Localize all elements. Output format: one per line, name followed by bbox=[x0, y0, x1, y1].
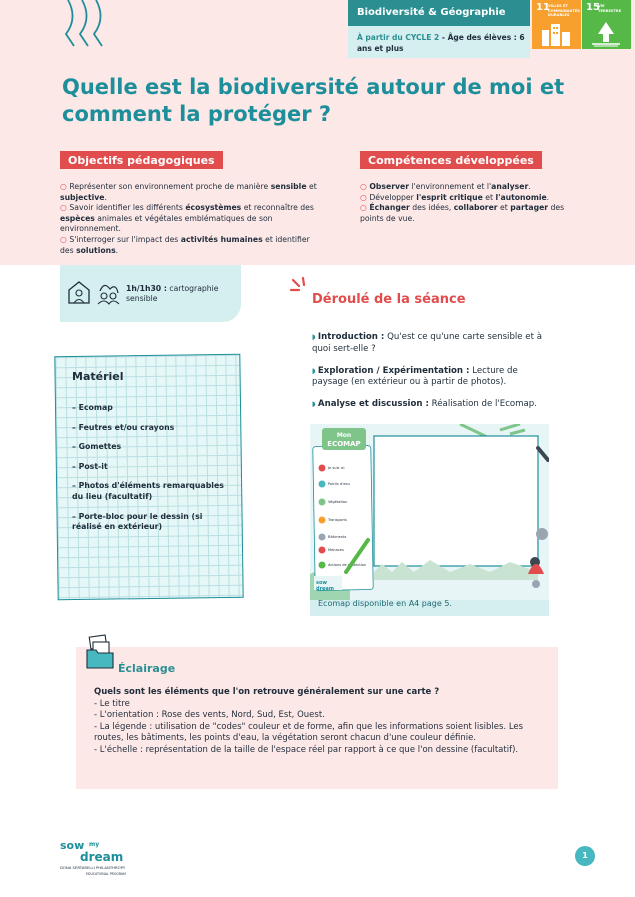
materials-title: Matériel bbox=[72, 370, 124, 383]
sdg-15-badge: 15 VIE TERRESTRE bbox=[582, 0, 631, 49]
theme-tag-title: Biodiversité & Géographie bbox=[348, 0, 530, 26]
skills-label: Compétences développées bbox=[360, 151, 542, 169]
decorative-lines-icon bbox=[60, 0, 120, 50]
spark-accent-icon bbox=[289, 276, 313, 298]
skills-list bbox=[360, 182, 585, 224]
page-title: Quelle est la biodiversité autour de moi et comment la protéger ? bbox=[62, 75, 565, 126]
insight-title: Éclairage bbox=[118, 662, 176, 675]
session-step: ◗ Introduction : Qu'est ce qu'une carte sensible et à quoi sert-elle ? bbox=[312, 332, 542, 354]
ecomap-legend-item: Actions de protection bbox=[328, 563, 367, 567]
materials-list bbox=[72, 403, 232, 542]
ecomap-tag-name: ECOMAP bbox=[327, 440, 361, 448]
insight-line: - Le titre bbox=[94, 698, 130, 709]
session-steps-list bbox=[312, 332, 552, 421]
ecomap-tag-mon: Mon bbox=[336, 432, 352, 439]
ecomap-legend-item: Menaces bbox=[328, 548, 344, 552]
ecomap-legend-item: Végétation bbox=[328, 500, 348, 504]
objective-item: ○ Savoir identifier les différents écosystèmes et reconnaître des espèces animales et végétales emblématiques de son environnement. bbox=[60, 203, 314, 234]
skill-item: ○ Échanger des idées, collaborer et partager des points de vue. bbox=[360, 203, 565, 223]
sdg-11-badge: 11 VILLES ET COMMUNAUTÉS DURABLES bbox=[532, 0, 581, 49]
logo-subtitle: EDUCATIONAL PROGRAM bbox=[86, 872, 126, 876]
insight-line: - L'échelle : représentation de la taille de l'espace réel par rapport à ce que l'on dessine (facultatif). bbox=[94, 744, 519, 755]
objective-item: ○ Représenter son environnement proche de manière sensible et subjective. bbox=[60, 182, 317, 202]
ecomap-legend-item: Points d'eau bbox=[328, 482, 350, 486]
material-item: – Porte-bloc pour le dessin (si réalisé en extérieur) bbox=[72, 511, 203, 532]
logo-word: dream bbox=[80, 850, 124, 864]
session-step: ◗ Analyse et discussion : Réalisation de l'Ecomap. bbox=[312, 399, 537, 410]
objectives-label: Objectifs pédagogiques bbox=[60, 151, 223, 169]
objective-item: ○ S'interroger sur l'impact des activités humaines et identifier des solutions. bbox=[60, 234, 310, 255]
material-item: – Feutres et/ou crayons bbox=[72, 422, 175, 432]
logo-subtitle: DONA SERTARELLI PHILANTHROPY bbox=[60, 865, 126, 870]
insight-question: Quels sont les éléments que l'on retrouve généralement sur une carte ? bbox=[94, 687, 440, 697]
logo-word: my bbox=[89, 841, 100, 848]
insight-line: - L'orientation : Rose des vents, Nord, Sud, Est, Ouest. bbox=[94, 710, 325, 721]
folder-documents-icon bbox=[84, 634, 116, 674]
material-item: – Photos d'éléments remarquables du lieu (facultatif) bbox=[72, 481, 224, 501]
ecomap-logo-text: dream bbox=[316, 586, 335, 592]
ecomap-legend-item: Bâtiments bbox=[328, 535, 347, 539]
material-item: – Gomettes bbox=[72, 442, 122, 452]
city-buildings-icon bbox=[532, 20, 581, 48]
indoor-outdoor-icon bbox=[66, 279, 122, 305]
ecomap-caption: Ecomap disponible en A4 page 5. bbox=[318, 599, 452, 608]
page-number: 1 bbox=[575, 846, 595, 866]
material-item: – Post-it bbox=[72, 461, 108, 471]
session-steps-title: Déroulé de la séance bbox=[312, 292, 466, 307]
insight-text bbox=[94, 687, 546, 757]
session-step: ◗ Exploration / Expérimentation : Lecture de paysage (en extérieur ou à partir de photos). bbox=[312, 365, 518, 388]
insight-line: - La légende : utilisation de "codes" couleur et de forme, afin que les informations soient lisibles. Les routes, les bâtiments, les points d'eau, la végétation seront chacun d'une couleur définie. bbox=[94, 721, 524, 744]
ecomap-illustration bbox=[310, 424, 549, 600]
ecomap-legend-item: Transports bbox=[328, 518, 347, 522]
theme-tag-audience: À partir du CYCLE 2 - Âge des élèves : 6 ans et plus bbox=[357, 33, 525, 53]
tree-birds-icon bbox=[582, 20, 631, 48]
sow-my-dream-logo bbox=[60, 838, 150, 878]
ecomap-logo-text: sow bbox=[316, 580, 328, 586]
ecomap-legend-item: Je suis ici bbox=[328, 466, 345, 470]
logo-word: sow bbox=[60, 839, 85, 852]
material-item: – Ecomap bbox=[72, 403, 113, 412]
skill-item: ○ Observer l'environnement et l'analyser. bbox=[360, 182, 531, 191]
duration-text: 1h/1h30 : cartographie sensible bbox=[126, 284, 219, 303]
objectives-list bbox=[60, 182, 325, 256]
skill-item: ○ Développer l'esprit critique et l'autonomie. bbox=[360, 192, 550, 202]
